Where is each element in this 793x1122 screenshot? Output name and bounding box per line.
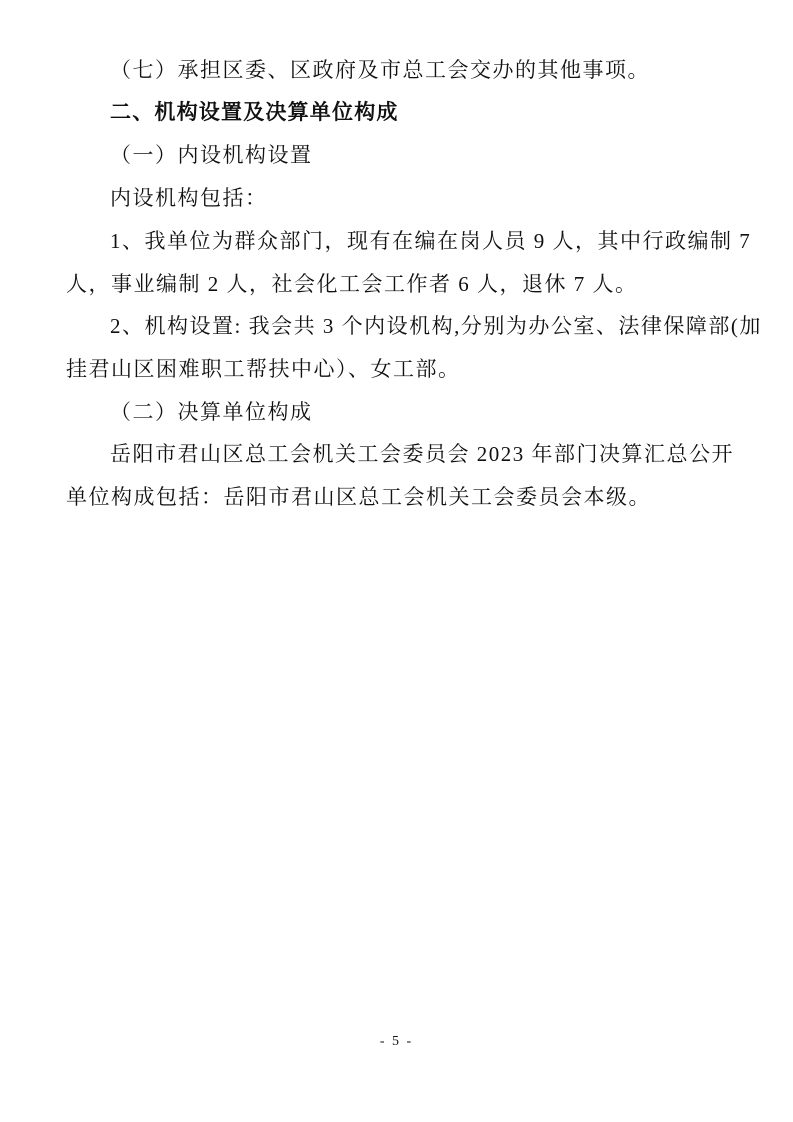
paragraph-org-structure-line-2: 挂君山区困难职工帮扶中心）、女工部。 bbox=[66, 356, 461, 381]
paragraph-budget-units-line-2: 单位构成包括：岳阳市君山区总工会机关工会委员会本级。 bbox=[66, 485, 651, 510]
paragraph-item-seven: （七）承担区委、区政府及市总工会交办的其他事项。 bbox=[110, 58, 650, 82]
section-heading-org-setup: 二、机构设置及决算单位构成 bbox=[110, 100, 399, 124]
paragraph-staffing-line-2: 人，事业编制 2 人，社会化工会工作者 6 人，退休 7 人。 bbox=[66, 271, 638, 296]
subsection-heading-budget-units: （二）决算单位构成 bbox=[110, 399, 313, 424]
page-footer bbox=[0, 1032, 793, 1050]
document-body bbox=[66, 49, 762, 519]
page-number: - 5 - bbox=[379, 1034, 414, 1049]
paragraph-internal-org-intro: 内设机构包括： bbox=[110, 186, 268, 211]
subsection-heading-internal-org: （一）内设机构设置 bbox=[110, 143, 313, 168]
paragraph-budget-units-line-1: 岳阳市君山区总工会机关工会委员会 2023 年部门决算汇总公开 bbox=[110, 442, 734, 467]
paragraph-staffing-line-1: 1、我单位为群众部门，现有在编在岗人员 9 人，其中行政编制 7 bbox=[110, 228, 752, 253]
paragraph-org-structure-line-1: 2、机构设置: 我会共 3 个内设机构,分别为办公室、法律保障部(加 bbox=[110, 314, 762, 339]
